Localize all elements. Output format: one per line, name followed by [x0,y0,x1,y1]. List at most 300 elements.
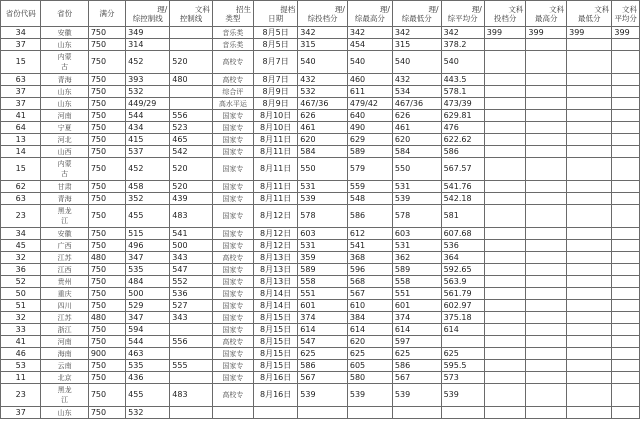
province-code-cell[interactable]: 32 [1,252,41,264]
full-score-cell[interactable]: 480 [88,312,125,324]
science-max-cell[interactable]: 589 [347,146,392,158]
header-filing-date[interactable] [254,1,298,27]
science-control-cell[interactable]: 452 [126,51,170,74]
admission-type-cell[interactable]: 国家专 [212,324,253,336]
province-cell[interactable] [41,158,88,181]
science-max-cell[interactable]: 596 [347,264,392,276]
arts-max-cell[interactable] [526,51,567,74]
filing-date-cell[interactable]: 8月10日 [254,110,298,122]
arts-avg-cell[interactable] [612,348,640,360]
arts-max-cell[interactable]: 399 [526,27,567,39]
science-filing-cell[interactable] [298,407,348,419]
arts-control-cell[interactable]: 483 [170,205,213,228]
full-score-cell[interactable]: 750 [88,39,125,51]
science-max-cell[interactable]: 620 [347,336,392,348]
full-score-cell[interactable]: 750 [88,240,125,252]
arts-max-cell[interactable] [526,252,567,264]
header-arts-filing-score[interactable] [484,1,526,27]
filing-date-cell[interactable]: 8月9日 [254,98,298,110]
filing-date-cell[interactable]: 8月11日 [254,158,298,181]
arts-filing-cell[interactable] [484,407,526,419]
header-science-avg-score[interactable] [441,1,484,27]
filing-date-cell[interactable]: 8月12日 [254,240,298,252]
admission-type-cell[interactable]: 国家专 [212,348,253,360]
science-avg-cell[interactable]: 586 [441,146,484,158]
science-max-cell[interactable]: 610 [347,300,392,312]
arts-min-cell[interactable]: 399 [567,27,612,39]
arts-min-cell[interactable] [567,134,612,146]
province-code-cell[interactable]: 51 [1,300,41,312]
filing-date-cell[interactable]: 8月12日 [254,228,298,240]
arts-filing-cell[interactable] [484,205,526,228]
full-score-cell[interactable]: 750 [88,86,125,98]
science-max-cell[interactable]: 342 [347,27,392,39]
arts-filing-cell[interactable] [484,146,526,158]
science-avg-cell[interactable]: 342 [441,27,484,39]
science-max-cell[interactable]: 460 [347,74,392,86]
arts-control-cell[interactable] [170,372,213,384]
full-score-cell[interactable]: 900 [88,348,125,360]
header-science-max-score[interactable] [347,1,392,27]
arts-max-cell[interactable] [526,158,567,181]
science-avg-cell[interactable]: 607.68 [441,228,484,240]
science-control-cell[interactable]: 352 [126,193,170,205]
header-full-score[interactable] [88,1,125,27]
filing-date-cell[interactable]: 8月15日 [254,348,298,360]
science-max-cell[interactable]: 579 [347,158,392,181]
full-score-cell[interactable]: 750 [88,158,125,181]
filing-date-cell[interactable]: 8月11日 [254,181,298,193]
arts-max-cell[interactable] [526,360,567,372]
arts-avg-cell[interactable] [612,240,640,252]
admission-type-cell[interactable]: 国家专 [212,158,253,181]
filing-date-cell[interactable]: 8月11日 [254,193,298,205]
arts-filing-cell[interactable] [484,122,526,134]
full-score-cell[interactable]: 750 [88,181,125,193]
science-avg-cell[interactable] [441,407,484,419]
arts-avg-cell[interactable] [612,372,640,384]
province-cell[interactable] [41,110,88,122]
science-avg-cell[interactable]: 614 [441,324,484,336]
province-cell[interactable] [41,205,88,228]
province-code-cell[interactable]: 13 [1,134,41,146]
arts-min-cell[interactable] [567,407,612,419]
arts-control-cell[interactable]: 556 [170,110,213,122]
science-avg-cell[interactable] [441,336,484,348]
science-max-cell[interactable]: 454 [347,39,392,51]
arts-filing-cell[interactable] [484,384,526,407]
arts-control-cell[interactable]: 536 [170,288,213,300]
science-control-cell[interactable]: 544 [126,110,170,122]
header-science-filing-score[interactable] [298,1,348,27]
arts-min-cell[interactable] [567,110,612,122]
science-min-cell[interactable]: 597 [392,336,441,348]
science-control-cell[interactable]: 594 [126,324,170,336]
admission-type-cell[interactable]: 国家专 [212,312,253,324]
science-max-cell[interactable]: 614 [347,324,392,336]
arts-min-cell[interactable] [567,51,612,74]
full-score-cell[interactable]: 480 [88,252,125,264]
arts-max-cell[interactable] [526,110,567,122]
arts-avg-cell[interactable] [612,110,640,122]
full-score-cell[interactable]: 750 [88,288,125,300]
province-code-cell[interactable]: 14 [1,146,41,158]
full-score-cell[interactable]: 750 [88,372,125,384]
filing-date-cell[interactable]: 8月16日 [254,372,298,384]
full-score-cell[interactable]: 750 [88,324,125,336]
arts-max-cell[interactable] [526,384,567,407]
arts-avg-cell[interactable] [612,324,640,336]
admission-type-cell[interactable]: 国家专 [212,205,253,228]
science-control-cell[interactable]: 455 [126,384,170,407]
science-max-cell[interactable]: 586 [347,205,392,228]
province-cell[interactable] [41,324,88,336]
science-control-cell[interactable]: 537 [126,146,170,158]
arts-filing-cell[interactable] [484,228,526,240]
science-max-cell[interactable]: 540 [347,51,392,74]
science-control-cell[interactable]: 434 [126,122,170,134]
arts-min-cell[interactable] [567,193,612,205]
science-min-cell[interactable]: 589 [392,264,441,276]
science-min-cell[interactable]: 467/36 [392,98,441,110]
province-cell[interactable] [41,228,88,240]
arts-control-cell[interactable]: 556 [170,336,213,348]
arts-avg-cell[interactable] [612,51,640,74]
science-avg-cell[interactable]: 595.5 [441,360,484,372]
science-control-cell[interactable]: 449/29 [126,98,170,110]
science-control-cell[interactable]: 458 [126,181,170,193]
province-cell[interactable] [41,276,88,288]
arts-avg-cell[interactable] [612,146,640,158]
province-cell[interactable] [41,288,88,300]
filing-date-cell[interactable] [254,407,298,419]
province-cell[interactable] [41,312,88,324]
arts-filing-cell[interactable] [484,86,526,98]
province-cell[interactable] [41,193,88,205]
science-avg-cell[interactable]: 622.62 [441,134,484,146]
science-max-cell[interactable]: 368 [347,252,392,264]
arts-avg-cell[interactable] [612,134,640,146]
arts-control-cell[interactable] [170,86,213,98]
admission-type-cell[interactable]: 国家专 [212,372,253,384]
admission-type-cell[interactable]: 国家专 [212,264,253,276]
header-arts-max-score[interactable] [526,1,567,27]
arts-filing-cell[interactable] [484,98,526,110]
arts-filing-cell[interactable] [484,300,526,312]
arts-max-cell[interactable] [526,86,567,98]
province-cell[interactable] [41,86,88,98]
science-min-cell[interactable]: 626 [392,110,441,122]
arts-filing-cell[interactable] [484,276,526,288]
science-avg-cell[interactable]: 578.1 [441,86,484,98]
full-score-cell[interactable]: 750 [88,407,125,419]
arts-min-cell[interactable] [567,360,612,372]
arts-max-cell[interactable] [526,300,567,312]
full-score-cell[interactable]: 750 [88,134,125,146]
arts-filing-cell[interactable]: 399 [484,27,526,39]
province-code-cell[interactable]: 37 [1,86,41,98]
science-min-cell[interactable]: 531 [392,240,441,252]
arts-max-cell[interactable] [526,264,567,276]
arts-filing-cell[interactable] [484,193,526,205]
arts-max-cell[interactable] [526,228,567,240]
arts-max-cell[interactable] [526,134,567,146]
arts-max-cell[interactable] [526,348,567,360]
province-code-cell[interactable]: 62 [1,181,41,193]
admission-type-cell[interactable]: 国家专 [212,146,253,158]
header-arts-control-line[interactable] [170,1,213,27]
science-avg-cell[interactable]: 567.57 [441,158,484,181]
arts-avg-cell[interactable] [612,205,640,228]
science-max-cell[interactable]: 612 [347,228,392,240]
arts-avg-cell[interactable] [612,336,640,348]
admission-type-cell[interactable]: 国家专 [212,360,253,372]
arts-min-cell[interactable] [567,122,612,134]
science-filing-cell[interactable]: 540 [298,51,348,74]
science-filing-cell[interactable]: 584 [298,146,348,158]
arts-min-cell[interactable] [567,240,612,252]
arts-max-cell[interactable] [526,122,567,134]
admission-type-cell[interactable]: 国家专 [212,276,253,288]
science-max-cell[interactable] [347,407,392,419]
province-code-cell[interactable]: 36 [1,264,41,276]
arts-max-cell[interactable] [526,407,567,419]
science-max-cell[interactable]: 629 [347,134,392,146]
arts-min-cell[interactable] [567,336,612,348]
full-score-cell[interactable]: 750 [88,276,125,288]
arts-avg-cell[interactable] [612,312,640,324]
science-control-cell[interactable]: 535 [126,264,170,276]
science-min-cell[interactable] [392,407,441,419]
arts-control-cell[interactable]: 520 [170,181,213,193]
science-min-cell[interactable]: 620 [392,134,441,146]
full-score-cell[interactable]: 750 [88,300,125,312]
science-avg-cell[interactable]: 476 [441,122,484,134]
arts-max-cell[interactable] [526,39,567,51]
science-filing-cell[interactable]: 547 [298,336,348,348]
arts-avg-cell[interactable] [612,300,640,312]
science-filing-cell[interactable]: 558 [298,276,348,288]
province-code-cell[interactable]: 37 [1,407,41,419]
science-filing-cell[interactable]: 539 [298,384,348,407]
arts-filing-cell[interactable] [484,264,526,276]
science-avg-cell[interactable]: 563.9 [441,276,484,288]
arts-control-cell[interactable]: 547 [170,264,213,276]
province-code-cell[interactable]: 46 [1,348,41,360]
arts-min-cell[interactable] [567,384,612,407]
arts-min-cell[interactable] [567,300,612,312]
arts-min-cell[interactable] [567,86,612,98]
science-avg-cell[interactable]: 473/39 [441,98,484,110]
admission-type-cell[interactable]: 高校专 [212,384,253,407]
filing-date-cell[interactable]: 8月14日 [254,288,298,300]
science-filing-cell[interactable]: 531 [298,240,348,252]
arts-max-cell[interactable] [526,240,567,252]
arts-filing-cell[interactable] [484,372,526,384]
science-avg-cell[interactable]: 540 [441,51,484,74]
science-max-cell[interactable]: 605 [347,360,392,372]
arts-min-cell[interactable] [567,228,612,240]
science-avg-cell[interactable]: 542.18 [441,193,484,205]
science-min-cell[interactable]: 539 [392,193,441,205]
admission-type-cell[interactable]: 国家专 [212,240,253,252]
filing-date-cell[interactable]: 8月13日 [254,264,298,276]
science-filing-cell[interactable]: 620 [298,134,348,146]
filing-date-cell[interactable]: 8月11日 [254,134,298,146]
arts-avg-cell[interactable] [612,86,640,98]
arts-max-cell[interactable] [526,372,567,384]
filing-date-cell[interactable]: 8月13日 [254,252,298,264]
science-min-cell[interactable]: 362 [392,252,441,264]
arts-min-cell[interactable] [567,98,612,110]
province-cell[interactable] [41,336,88,348]
science-control-cell[interactable]: 436 [126,372,170,384]
province-code-cell[interactable]: 41 [1,110,41,122]
science-max-cell[interactable]: 479/42 [347,98,392,110]
province-cell[interactable] [41,407,88,419]
province-code-cell[interactable]: 50 [1,288,41,300]
filing-date-cell[interactable]: 8月13日 [254,276,298,288]
province-code-cell[interactable]: 34 [1,228,41,240]
header-arts-avg-score[interactable] [612,1,640,27]
admission-type-cell[interactable]: 高校专 [212,51,253,74]
arts-control-cell[interactable]: 483 [170,384,213,407]
province-cell[interactable] [41,134,88,146]
province-cell[interactable] [41,264,88,276]
arts-filing-cell[interactable] [484,360,526,372]
arts-min-cell[interactable] [567,252,612,264]
science-max-cell[interactable]: 580 [347,372,392,384]
arts-control-cell[interactable]: 500 [170,240,213,252]
province-code-cell[interactable]: 34 [1,27,41,39]
arts-min-cell[interactable] [567,312,612,324]
filing-date-cell[interactable]: 8月15日 [254,312,298,324]
science-max-cell[interactable]: 568 [347,276,392,288]
filing-date-cell[interactable]: 8月15日 [254,324,298,336]
science-control-cell[interactable]: 496 [126,240,170,252]
arts-max-cell[interactable] [526,181,567,193]
arts-min-cell[interactable] [567,146,612,158]
science-min-cell[interactable]: 531 [392,181,441,193]
arts-max-cell[interactable] [526,324,567,336]
province-cell[interactable] [41,98,88,110]
science-filing-cell[interactable]: 315 [298,39,348,51]
arts-filing-cell[interactable] [484,39,526,51]
science-min-cell[interactable]: 603 [392,228,441,240]
filing-date-cell[interactable]: 8月7日 [254,51,298,74]
arts-max-cell[interactable] [526,205,567,228]
province-code-cell[interactable]: 11 [1,372,41,384]
arts-control-cell[interactable]: 520 [170,158,213,181]
province-code-cell[interactable]: 33 [1,324,41,336]
science-filing-cell[interactable]: 359 [298,252,348,264]
science-control-cell[interactable]: 452 [126,158,170,181]
arts-min-cell[interactable] [567,324,612,336]
science-min-cell[interactable]: 550 [392,158,441,181]
province-code-cell[interactable]: 53 [1,360,41,372]
province-code-cell[interactable]: 64 [1,122,41,134]
admission-type-cell[interactable]: 高校专 [212,74,253,86]
admission-type-cell[interactable] [212,407,253,419]
arts-avg-cell[interactable] [612,122,640,134]
arts-control-cell[interactable]: 343 [170,252,213,264]
science-avg-cell[interactable]: 592.65 [441,264,484,276]
arts-control-cell[interactable]: 480 [170,74,213,86]
arts-avg-cell[interactable] [612,74,640,86]
province-code-cell[interactable]: 52 [1,276,41,288]
arts-min-cell[interactable] [567,276,612,288]
arts-control-cell[interactable] [170,39,213,51]
province-cell[interactable] [41,122,88,134]
full-score-cell[interactable]: 750 [88,110,125,122]
province-code-cell[interactable]: 37 [1,39,41,51]
science-filing-cell[interactable]: 589 [298,264,348,276]
arts-min-cell[interactable] [567,39,612,51]
science-min-cell[interactable]: 539 [392,384,441,407]
science-max-cell[interactable]: 548 [347,193,392,205]
science-control-cell[interactable]: 500 [126,288,170,300]
filing-date-cell[interactable]: 8月14日 [254,300,298,312]
admission-type-cell[interactable]: 高水平运 [212,98,253,110]
arts-control-cell[interactable]: 465 [170,134,213,146]
science-min-cell[interactable]: 540 [392,51,441,74]
province-cell[interactable] [41,360,88,372]
science-min-cell[interactable]: 567 [392,372,441,384]
arts-min-cell[interactable] [567,288,612,300]
filing-date-cell[interactable]: 8月15日 [254,360,298,372]
arts-min-cell[interactable] [567,181,612,193]
science-min-cell[interactable]: 625 [392,348,441,360]
province-cell[interactable] [41,372,88,384]
arts-filing-cell[interactable] [484,252,526,264]
admission-type-cell[interactable]: 国家专 [212,122,253,134]
arts-filing-cell[interactable] [484,110,526,122]
full-score-cell[interactable]: 750 [88,98,125,110]
science-avg-cell[interactable]: 581 [441,205,484,228]
science-filing-cell[interactable]: 578 [298,205,348,228]
science-min-cell[interactable]: 614 [392,324,441,336]
science-avg-cell[interactable]: 536 [441,240,484,252]
science-min-cell[interactable]: 601 [392,300,441,312]
science-filing-cell[interactable]: 614 [298,324,348,336]
science-filing-cell[interactable]: 467/36 [298,98,348,110]
science-max-cell[interactable]: 640 [347,110,392,122]
science-control-cell[interactable]: 532 [126,407,170,419]
science-control-cell[interactable]: 314 [126,39,170,51]
science-control-cell[interactable]: 455 [126,205,170,228]
filing-date-cell[interactable]: 8月12日 [254,205,298,228]
science-min-cell[interactable]: 315 [392,39,441,51]
admission-type-cell[interactable]: 高校专 [212,336,253,348]
arts-control-cell[interactable] [170,348,213,360]
filing-date-cell[interactable]: 8月10日 [254,122,298,134]
arts-control-cell[interactable]: 552 [170,276,213,288]
science-filing-cell[interactable]: 432 [298,74,348,86]
arts-avg-cell[interactable] [612,407,640,419]
admission-type-cell[interactable]: 高校专 [212,252,253,264]
science-control-cell[interactable]: 535 [126,360,170,372]
full-score-cell[interactable]: 750 [88,336,125,348]
province-cell[interactable] [41,51,88,74]
province-cell[interactable] [41,27,88,39]
science-control-cell[interactable]: 463 [126,348,170,360]
science-min-cell[interactable]: 586 [392,360,441,372]
science-filing-cell[interactable]: 461 [298,122,348,134]
arts-avg-cell[interactable] [612,181,640,193]
admission-type-cell[interactable]: 国家专 [212,134,253,146]
science-min-cell[interactable]: 558 [392,276,441,288]
header-science-min-score[interactable] [392,1,441,27]
